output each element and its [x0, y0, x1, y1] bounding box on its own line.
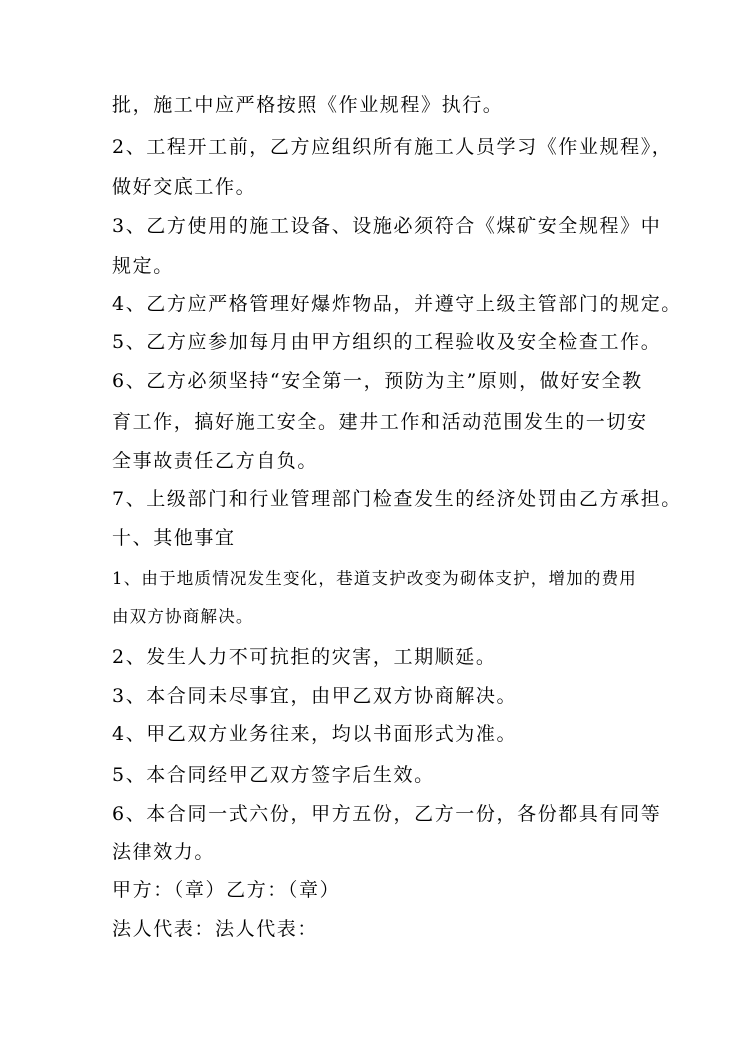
text-line: 法律效力。: [112, 841, 216, 863]
text-line: 3、本合同未尽事宜，由甲乙双方协商解决。: [112, 685, 518, 707]
representative-line: 法人代表：法人代表：: [112, 918, 319, 940]
text-line: 规定。: [112, 255, 174, 277]
text-line: 6、本合同一式六份，甲方五份，乙方一份，各份都具有同等: [112, 803, 662, 825]
text-line: 7、上级部门和行业管理部门检查发生的经济处罚由乙方承担。: [112, 488, 682, 510]
text-line: 育工作，搞好施工安全。建井工作和活动范围发生的一切安: [112, 411, 648, 433]
text-line: 全事故责任乙方自负。: [112, 450, 319, 472]
text-line: 5、本合同经甲乙双方签字后生效。: [112, 764, 435, 786]
signature-line: 甲方：（章）乙方：（章）: [112, 879, 341, 901]
text-line: 5、乙方应参加每月由甲方组织的工程验收及安全检查工作。: [112, 331, 662, 353]
text-line: 由双方协商解决。: [112, 607, 254, 626]
text-line: 2、发生人力不可抗拒的灾害，工期顺延。: [112, 646, 497, 668]
section-heading: 十、其他事宜: [112, 527, 236, 549]
text-line: 3、乙方使用的施工设备、设施必须符合《煤矿安全规程》中: [112, 215, 662, 237]
text-line: 做好交底工作。: [112, 176, 257, 198]
text-line: 4、乙方应严格管理好爆炸物品，并遵守上级主管部门的规定。: [112, 293, 682, 315]
text-line: 6、乙方必须坚持“安全第一，预防为主”原则，做好安全教: [112, 370, 643, 392]
text-line: 2、工程开工前，乙方应组织所有施工人员学习《作业规程》，: [112, 136, 673, 158]
text-line: 4、甲乙双方业务往来，均以书面形式为准。: [112, 723, 518, 745]
text-line: 批，施工中应严格按照《作业规程》执行。: [112, 94, 504, 116]
text-line: 1、由于地质情况发生变化，巷道支护改变为砌体支护，增加的费用: [112, 569, 637, 588]
